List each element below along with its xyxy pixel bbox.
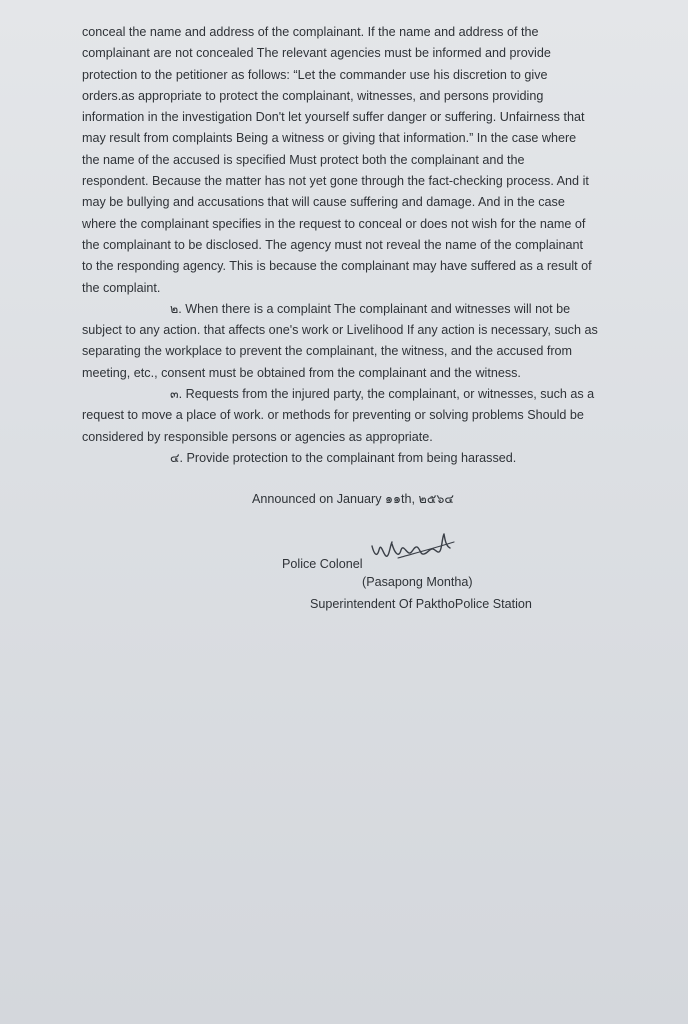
body-line: complainant are not concealed The relevant agencies must be informed and provide <box>82 46 551 61</box>
body-line: the complainant to be disclosed. The agency must not reveal the name of the complainant <box>82 237 584 252</box>
document-body <box>82 22 622 469</box>
body-line: meeting, etc., consent must be obtained from the complainant and the witness. <box>82 365 521 380</box>
body-line: protection to the petitioner as follows: “Let the commander use his discretion to give <box>82 67 548 82</box>
handwritten-signature <box>368 528 460 570</box>
item-4-heading: ๔. Provide protection to the complainant from being harassed. <box>170 450 517 465</box>
body-line: information in the investigation Don't let yourself suffer danger or suffering. Unfairness that <box>82 110 585 125</box>
body-line: to the responding agency. This is because the complainant may have suffered as a result of <box>82 259 592 274</box>
body-line: the name of the accused is specified Must protect both the complainant and the <box>82 152 525 167</box>
signatory-position: Superintendent Of PakthoPolice Station <box>310 597 532 611</box>
body-line: may result from complaints Being a witness or giving that information.” In the case where <box>82 131 577 146</box>
announcement-date: Announced on January ๑๑th, ๒๕๖๔ <box>252 492 454 506</box>
body-line: respondent. Because the matter has not yet gone through the fact-checking process. And it <box>82 174 589 189</box>
body-line: orders.as appropriate to protect the complainant, witnesses, and persons providing <box>82 88 544 103</box>
body-line: where the complainant specifies in the request to conceal or does not wish for the name of <box>82 216 586 231</box>
body-line: request to move a place of work. or methods for preventing or solving problems Should be <box>82 408 584 423</box>
body-line: considered by responsible persons or agencies as appropriate. <box>82 429 433 444</box>
item-3-heading: ๓. Requests from the injured party, the complainant, or witnesses, such as a <box>170 387 595 402</box>
signatory-title: Police Colonel <box>282 557 363 571</box>
body-line: conceal the name and address of the complainant. If the name and address of the <box>82 25 539 39</box>
item-2-heading: ๒. When there is a complaint The complainant and witnesses will not be <box>170 301 571 316</box>
signatory-name: (Pasapong Montha) <box>362 575 473 589</box>
body-line: may be bullying and accusations that will cause suffering and damage. And in the case <box>82 195 565 210</box>
body-line: separating the workplace to prevent the complainant, the witness, and the accused from <box>82 344 573 359</box>
body-line: the complaint. <box>82 280 161 295</box>
body-line: subject to any action. that affects one's work or Livelihood If any action is necessary, such as <box>82 323 598 338</box>
